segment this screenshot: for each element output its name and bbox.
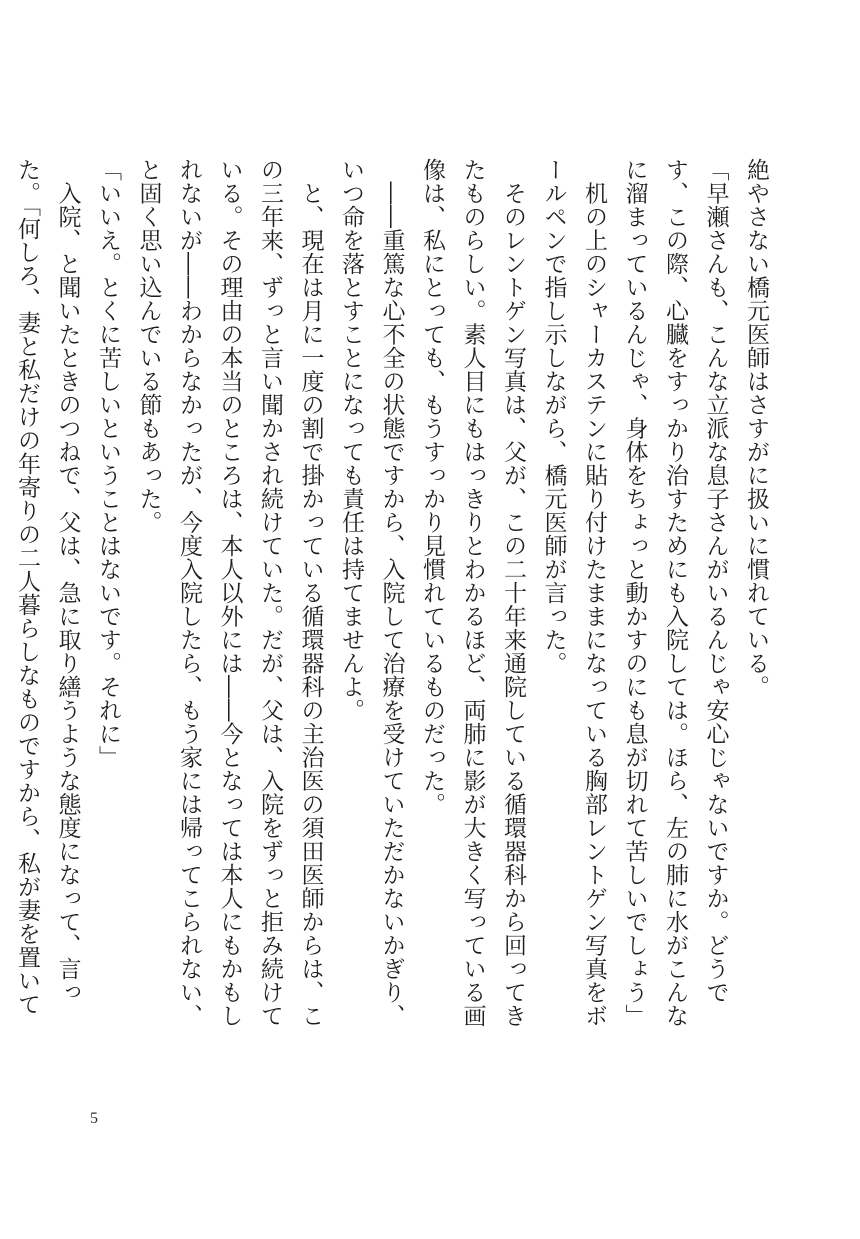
paragraph-8: 入院、と聞いたときのつねで、父は、急に取り繕うような態度になって、言った。「何しろ、妻と私だけの年寄りの二人暮らしなものですから、私が妻を置いて (14, 158, 81, 1016)
vertical-text-body (14, 158, 776, 1028)
paragraph-7: 「いいえ。とくに苦しいということはないです。それに」 (95, 158, 121, 769)
paragraph-4: そのレントゲン写真は、父が、この二十年来通院している循環器科から回ってきたものらしい。素人目にもはっきりとわかるほど、両肺に影が大きく写っている画像は、私にとっても、もうすっかり見慣れているものだった。 (419, 158, 526, 1028)
paragraph-5: ――重篤な心不全の状態ですから、入院して治療を受けていただかないかぎり、いつ命を落とすことになっても責任は持てませんよ。 (338, 158, 405, 1028)
paragraph-2: 「早瀬さんも、こんな立派な息子さんがいるんじゃ安心じゃないですか。どうです、この際、心臓をすっかり治すためにも入院しては。ほら、左の肺に水がこんなに溜まっているんじゃ、身体をちょっと動かすのにも息が切れて苦しいでしょう」 (621, 158, 729, 1028)
paragraph-1: 絶やさない橋元医師はさすがに扱いに慣れている。 (743, 158, 769, 699)
page-number: 5 (90, 1110, 98, 1127)
paragraph-3: 机の上のシャーカステンに貼り付けたままになっている胸部レントゲン写真をボールペンで指し示しながら、橋元医師が言った。 (540, 158, 607, 1028)
paragraph-6: と、現在は月に一度の割で掛かっている循環器科の主治医の須田医師からは、この三年来、ずっと言い聞かされ続けていた。だが、父は、入院をずっと拒み続けている。その理由の本当のところは、本人以外には――今となっては本人にもかもしれないが――わからなかったが、今度入院したら、もう家には帰ってこられない、と固く思い込んでいる節もあった。 (135, 158, 324, 1028)
